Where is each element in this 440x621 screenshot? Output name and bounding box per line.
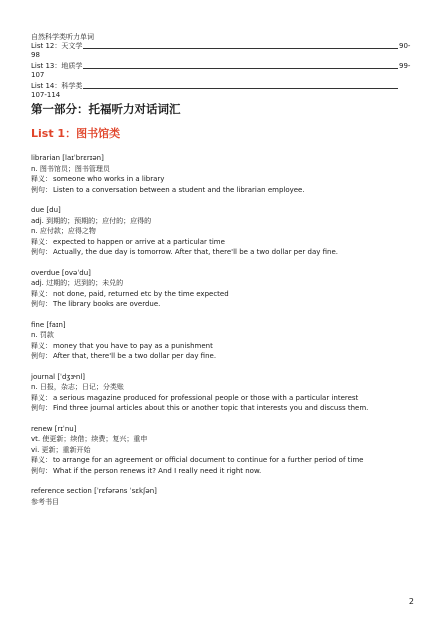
example — [31, 185, 415, 196]
headword: librarian [laɪˈbrɛrɪən] — [31, 154, 104, 162]
part-of-speech: n. 应付款；应得之物 — [31, 227, 96, 235]
example-label: 例句： — [31, 185, 52, 194]
section-header: 自然科学类听力单词 — [31, 33, 94, 41]
toc-label: List 13：地质学 — [31, 62, 83, 70]
headword: reference section [ˈrɛfərəns ˈsɛkʃən] — [31, 487, 157, 495]
definition-text: someone who works in a library — [53, 175, 165, 183]
definition-label: 释义： — [31, 456, 52, 464]
vocab-entry — [31, 268, 415, 310]
example-text: Find three journal articles about this or another topic that interests you and discuss them. — [53, 404, 369, 412]
definition — [31, 237, 415, 248]
page-number: 2 — [408, 597, 414, 606]
vocab-entry — [31, 486, 415, 507]
part-of-speech: vt. 使更新；续借；续费；复兴；重申 — [31, 435, 148, 443]
definition-text: a serious magazine produced for professional people or those with a particular interest — [53, 393, 359, 402]
definition — [31, 455, 415, 466]
vocabulary-list — [31, 153, 415, 507]
example-text: The library books are overdue. — [53, 300, 161, 308]
example — [31, 299, 415, 310]
toc-leader — [83, 47, 398, 49]
toc-page-start: 99- — [399, 62, 411, 70]
definition-text: to arrange for an agreement or official document to continue for a further period of time — [53, 456, 364, 464]
definition-label: 释义： — [31, 175, 52, 183]
toc-page-end: 107-114 — [31, 91, 61, 99]
toc-page-start: 90- — [399, 42, 411, 50]
example-label: 例句： — [31, 248, 52, 256]
example-label: 例句： — [31, 300, 52, 308]
toc-entry[interactable] — [31, 82, 415, 91]
table-of-contents — [31, 42, 415, 100]
toc-entry[interactable] — [31, 42, 415, 51]
example-label: 例句： — [31, 466, 52, 475]
vocab-entry — [31, 424, 415, 477]
toc-leader — [83, 67, 398, 69]
part-of-speech: n. 图书馆员；图书管理员 — [31, 164, 110, 173]
vocab-entry — [31, 320, 415, 362]
document-page — [31, 33, 415, 517]
vocab-entry — [31, 153, 415, 195]
definition-label: 释义： — [31, 237, 52, 246]
toc-label: List 14：科学类 — [31, 82, 83, 90]
part-of-speech: vi. 更新；重新开始 — [31, 445, 91, 454]
definition-text: expected to happen or arrive at a particular time — [53, 237, 225, 246]
example-text: What if the person renews it? And I really need it right now. — [53, 466, 262, 475]
headword: fine [faɪn] — [31, 320, 66, 329]
vocab-entry — [31, 372, 415, 414]
headword: renew [rɪˈnu] — [31, 424, 77, 433]
example-label: 例句： — [31, 352, 52, 360]
example — [31, 466, 415, 477]
definition — [31, 393, 415, 404]
example-text: Listen to a conversation between a student and the librarian employee. — [53, 185, 305, 194]
definition-text: not done, paid, returned etc by the time expected — [53, 289, 229, 298]
toc-label: List 12：天文学 — [31, 42, 83, 50]
part-of-speech: adj. 到期的；预期的；应付的；应得的 — [31, 216, 152, 225]
definition-label: 释义： — [31, 341, 52, 350]
headword: overdue [ovəˈdu] — [31, 268, 91, 277]
headword: due [du] — [31, 206, 61, 214]
part-of-speech: n. 日报，杂志；日记；分类账 — [31, 383, 124, 391]
definition-label: 释义： — [31, 289, 52, 298]
toc-page-end: 98 — [31, 51, 40, 59]
toc-leader — [83, 87, 398, 89]
example — [31, 247, 415, 258]
definition — [31, 341, 415, 352]
definition — [31, 289, 415, 300]
part-of-speech: adj. 过期的；迟到的；未兑的 — [31, 279, 124, 287]
example — [31, 403, 415, 414]
headword: journal [ˈdʒɝnl] — [31, 372, 85, 381]
list-title: List 1：图书馆类 — [31, 127, 121, 140]
example-text: Actually, the due day is tomorrow. After that, there'll be a two dollar per day fine. — [53, 248, 338, 256]
definition-label: 释义： — [31, 393, 52, 402]
part-of-speech: n. 罚款 — [31, 331, 54, 339]
example — [31, 351, 415, 362]
part-title: 第一部分：托福听力对话词汇 — [31, 102, 181, 116]
vocab-entry — [31, 205, 415, 258]
definition — [31, 174, 415, 185]
toc-entry[interactable] — [31, 62, 415, 71]
toc-page-end: 107 — [31, 71, 45, 79]
definition-text: money that you have to pay as a punishment — [53, 341, 213, 350]
example-label: 例句： — [31, 404, 52, 412]
example-text: After that, there'll be a two dollar per day fine. — [53, 352, 217, 360]
part-of-speech: 参考书目 — [31, 497, 59, 506]
